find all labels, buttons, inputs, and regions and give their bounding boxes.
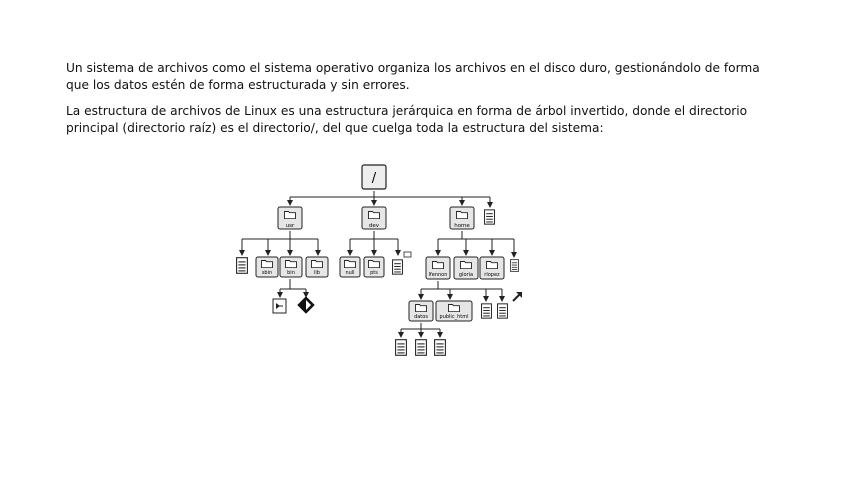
- directory-node-public-html: [436, 301, 472, 321]
- directory-node-null: [340, 257, 360, 277]
- node-label-rlopez: rlopez: [484, 272, 500, 278]
- directory-node-bin: [280, 257, 302, 277]
- root-directory-node: [362, 165, 386, 189]
- executable-file-icon: [273, 299, 286, 313]
- shortcut-arrow-icon: [513, 292, 522, 301]
- linux-directory-tree-diagram: [228, 157, 530, 359]
- document-icon: [435, 340, 446, 356]
- mail-icon: [404, 252, 411, 257]
- root-label: /: [371, 171, 377, 186]
- document-icon: [485, 210, 495, 224]
- directory-node-usr: [278, 207, 302, 229]
- directory-node-pts: [364, 257, 384, 277]
- node-label-usr: usr: [285, 223, 295, 229]
- node-label-sbin: sbin: [261, 270, 273, 276]
- directory-node-dev: [362, 207, 386, 229]
- directory-node-home: [450, 207, 474, 229]
- node-label-dev: dev: [368, 223, 380, 229]
- intro-paragraph: Un sistema de archivos como el sistema operativo organiza los archivos en el disco duro, gestionándolo de forma que los datos estén de forma estructurada y sin errores.: [66, 61, 760, 92]
- directory-node-datos: [409, 301, 433, 321]
- document-icon: [482, 304, 492, 318]
- node-label-lfennon: lfennon: [428, 272, 448, 278]
- document-icon: [498, 304, 508, 318]
- directory-node-gloria: [454, 257, 478, 279]
- node-label-lib: lib: [314, 270, 320, 276]
- directory-node-rlopez: [480, 257, 504, 279]
- node-label-bin: bin: [287, 270, 295, 276]
- directory-node-lib: [306, 257, 328, 277]
- document-icon: [237, 258, 248, 274]
- node-label-public-html: public_html: [439, 314, 469, 320]
- node-label-null: null: [345, 270, 355, 276]
- document-icon: [510, 260, 518, 272]
- node-label-gloria: gloria: [458, 272, 474, 278]
- directory-node-sbin: [256, 257, 278, 277]
- link-icon: [298, 297, 314, 313]
- node-label-datos: datos: [414, 314, 428, 320]
- document-icon: [393, 260, 403, 274]
- node-label-pts: pts: [370, 270, 378, 276]
- node-label-home: home: [454, 223, 470, 229]
- structure-paragraph: La estructura de archivos de Linux es una estructura jerárquica en forma de árbol invertido, donde el directorio principal (directorio raíz) es el directorio/, del que cuelga toda la estructura del sistema:: [66, 104, 748, 135]
- directory-node-lfennon: [426, 257, 450, 279]
- document-icon: [416, 340, 427, 356]
- document-icon: [396, 340, 407, 356]
